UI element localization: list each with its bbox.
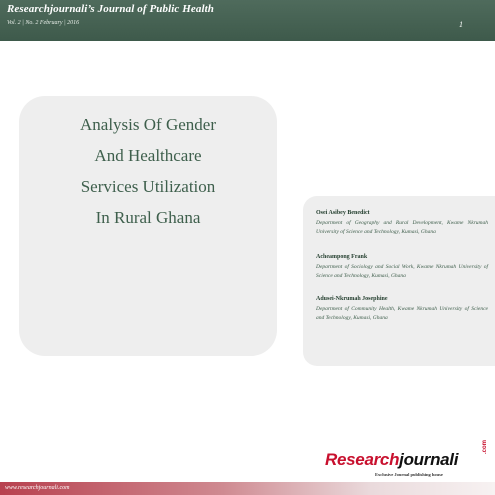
author-name: Osei Asibey Benedict [316,210,370,216]
logo-part-journali: journali [399,450,459,469]
researchjournali-logo [325,439,490,482]
author-2 [316,254,488,281]
author-3 [316,296,488,323]
page-header [0,0,495,41]
authors-card [303,196,495,366]
issue-info: Vol. 2 | No. 2 February | 2016 [7,20,80,26]
website-link[interactable]: www.researchjournali.com [5,485,70,491]
author-affiliation: Department of Community Health, Kwame Nkrumah University of Science and Technology, Kumasi, Ghana [316,306,488,321]
logo-tagline: Exclusive Journal publishing house [375,472,443,477]
author-1 [316,210,488,237]
logo-wordmark [325,450,458,470]
author-affiliation: Department of Sociology and Social Work, Kwame Nkrumah University of Science and Technology, Kumasi, Ghana [316,264,488,279]
journal-title: Researchjournali’s Journal of Public Health [7,3,215,15]
author-affiliation: Department of Geography and Rural Development, Kwame Nkrumah University of Science and Technology, Kumasi, Ghana [316,220,488,235]
author-name: Adusei-Nkrumah Josephine [316,296,388,302]
title-card [19,96,277,356]
title-line-2: And Healthcare [94,146,202,165]
title-line-4: In Rural Ghana [95,208,201,227]
page-footer [0,482,495,495]
logo-part-research: Research [325,450,400,469]
title-line-1: Analysis Of Gender [80,115,216,134]
page-number: 1 [459,20,463,29]
author-name: Acheampong Frank [316,254,368,260]
title-line-3: Services Utilization [80,177,216,196]
logo-dotcom: .com [482,439,488,454]
